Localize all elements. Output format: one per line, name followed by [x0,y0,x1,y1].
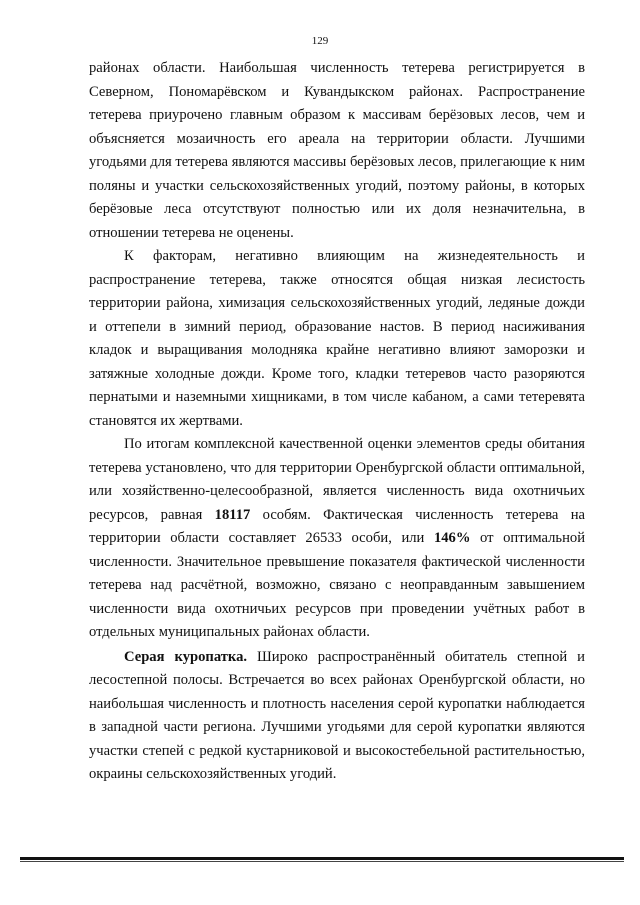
grey-partridge-text: Широко распространённый обитатель степной и лесостепной полосы. Встречается во всех районах Оренбургской области, но наибольшая численность и плотность населения серой куропатки наблюдается в западной части региона. Лучшими угодьями для серой куропатки являются участки степей с редкой кустарниковой и высокостебельной растительностью, окраины сельскохозяйственных угодий. [89,648,585,782]
paragraph-grouse-distribution: районах области. Наибольшая численность тетерева регистрируется в Северном, Пономарёвском и Кувандыкском районах. Распространение тетерева приурочено главным образом к массивам берёзовых лесов, чем и объясняется мозаичность его ареала на территории области. Лучшими угодьями для тетерева являются массивы берёзовых лесов, прилегающие к ним поляны и участки сельскохозяйственных угодий, поэтому районы, в которых берёзовые леса отсутствуют полностью или их доля незначительна, в отношении тетерева не оценены. [89,60,585,241]
assessment-text-2: особям. Фактическая численность тетерева на территории области составляет 26533 особи, или [89,506,585,546]
footer-rule-thin [20,861,624,862]
paragraph-grouse-assessment [89,433,585,645]
paragraph-grey-partridge [89,646,585,787]
page-number: 129 [311,35,329,47]
paragraph-grouse-negative-factors: К факторам, негативно влияющим на жизнедеятельность и распространение тетерева, также относятся общая низкая лесистость территории района, химизация сельскохозяйственных угодий, ледяные дожди и оттепели в зимний период, образование настов. В период насиживания кладок и выращивания молодняка крайне негативно влияют заморозки и затяжные холодные дожди. Кроме того, кладки тетеревов часто разоряются пернатыми и наземными хищниками, в том числе кабаном, а сами тетеревята становятся их жертвами. [89,248,585,429]
footer-rule [20,857,624,860]
section-heading-grey-partridge: Серая куропатка. [124,648,248,665]
page-body [89,57,585,787]
assessment-text-1: По итогам комплексной качественной оценки элементов среды обитания тетерева установлено, что для территории Оренбургской области оптимальной, или хозяйственно-целесообразной, является численность вида охотничьих ресурсов, равная [89,436,585,523]
percent-of-optimal-value: 146% [433,530,471,546]
assessment-text-3: от оптимальной численности. Значительное превышение показателя фактической численности тетерева над расчётной, возможно, связано с неоправданным завышением численности вида охотничьих ресурсов при проведении учётных работ в отдельных муниципальных районах области. [89,530,586,640]
optimal-number-value: 18117 [214,506,251,523]
